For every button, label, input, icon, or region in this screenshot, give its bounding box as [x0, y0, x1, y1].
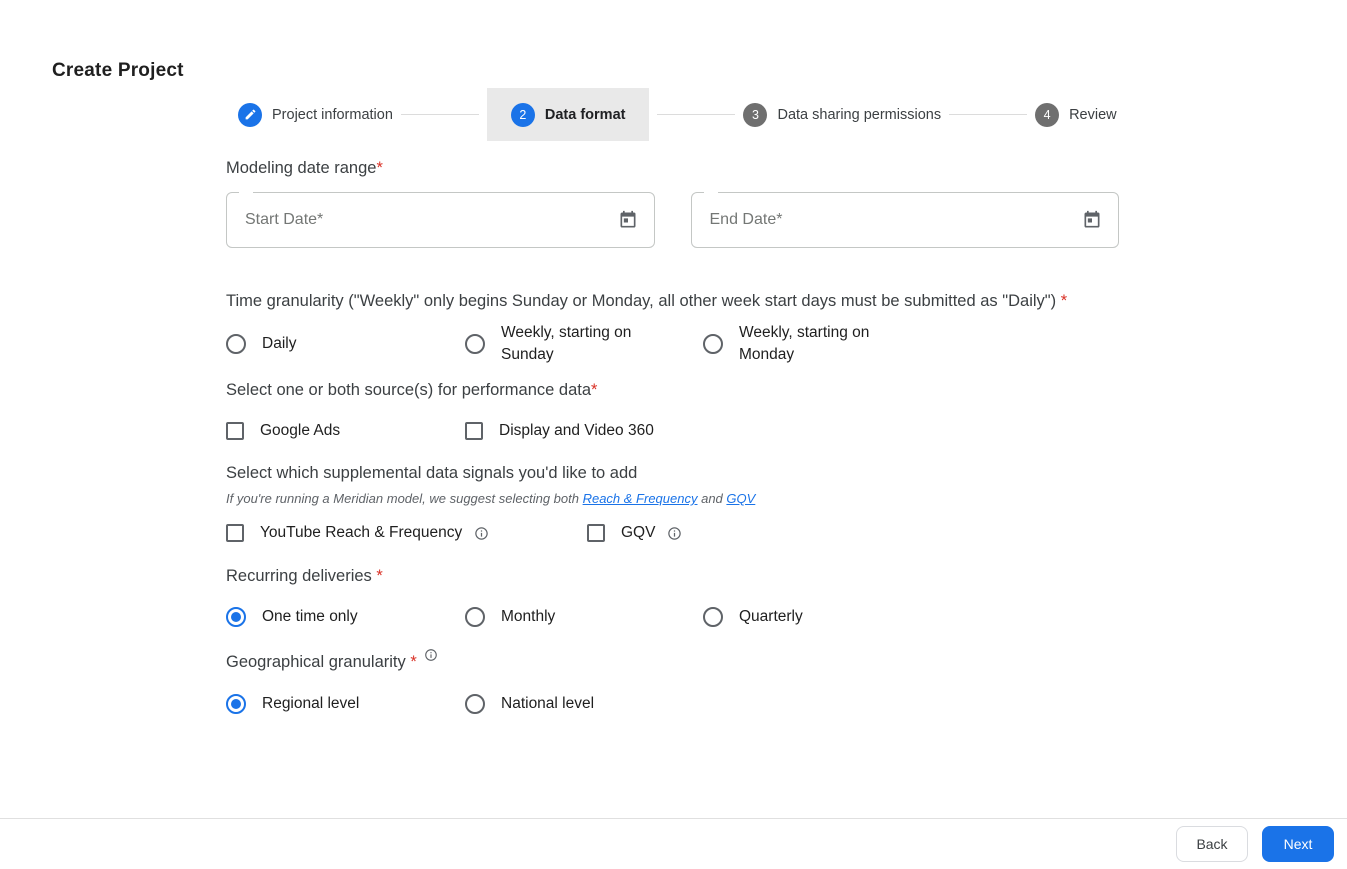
performance-sources-options: [226, 420, 1119, 442]
required-asterisk: *: [591, 381, 598, 399]
radio-selected-icon[interactable]: [226, 607, 246, 627]
step-label: Data sharing permissions: [777, 106, 942, 123]
radio-icon[interactable]: [226, 334, 246, 354]
radio-monthly[interactable]: [465, 606, 703, 628]
calendar-icon[interactable]: [616, 208, 640, 232]
info-icon[interactable]: [424, 648, 438, 662]
geographical-granularity-label: Geographical granularity *: [226, 649, 1119, 676]
stepper-step-project-information[interactable]: [238, 103, 393, 127]
required-asterisk: *: [371, 567, 383, 585]
checkbox-icon[interactable]: [226, 524, 244, 542]
radio-label: Weekly, starting on Monday: [739, 324, 870, 363]
data-format-form: [226, 155, 1119, 715]
checkbox-label: GQV: [621, 524, 656, 541]
reach-frequency-link[interactable]: Reach & Frequency: [582, 491, 698, 506]
edit-icon: [238, 103, 262, 127]
next-button[interactable]: Next: [1262, 826, 1334, 862]
supplemental-options: [226, 522, 1119, 544]
required-asterisk: *: [1056, 292, 1068, 310]
step-number-badge: 2: [511, 103, 535, 127]
performance-sources-label: Select one or both source(s) for performance data*: [226, 381, 598, 399]
step-label: Review: [1069, 106, 1117, 123]
checkbox-display-video-360[interactable]: [465, 420, 654, 442]
time-granularity-options: [226, 322, 1119, 366]
time-granularity-label: Time granularity ("Weekly" only begins Sunday or Monday, all other week start days must be submitted as "Daily") *: [226, 292, 1068, 310]
recurring-deliveries-label: Recurring deliveries *: [226, 567, 383, 585]
checkbox-label: Google Ads: [260, 422, 341, 439]
recurring-options: [226, 606, 1119, 628]
required-asterisk: *: [405, 653, 417, 671]
radio-label: Regional level: [262, 695, 360, 712]
calendar-icon[interactable]: [1080, 208, 1104, 232]
radio-weekly-sunday[interactable]: [465, 322, 703, 366]
back-button[interactable]: Back: [1176, 826, 1248, 862]
supplemental-note: If you're running a Meridian model, we suggest selecting both Reach & Frequency and GQV: [226, 491, 756, 506]
stepper-connector: [657, 114, 735, 115]
info-icon[interactable]: [667, 526, 682, 541]
outline-notch: [704, 192, 718, 193]
radio-icon[interactable]: [465, 334, 485, 354]
radio-label: One time only: [262, 608, 358, 625]
radio-icon[interactable]: [465, 607, 485, 627]
outline-notch: [239, 192, 253, 193]
radio-regional-level[interactable]: [226, 693, 465, 715]
radio-daily[interactable]: [226, 333, 465, 355]
checkbox-icon[interactable]: [587, 524, 605, 542]
checkbox-label: Display and Video 360: [499, 422, 654, 439]
gqv-link[interactable]: GQV: [726, 491, 756, 506]
modeling-date-range-label: Modeling date range*: [226, 159, 383, 177]
geo-options: [226, 693, 1119, 715]
step-number-badge: 4: [1035, 103, 1059, 127]
step-number-badge: 3: [743, 103, 767, 127]
stepper-step-review[interactable]: [1035, 103, 1117, 127]
radio-label: Quarterly: [739, 608, 803, 625]
radio-icon[interactable]: [703, 334, 723, 354]
step-label: Data format: [544, 106, 626, 123]
supplemental-signals-label: Select which supplemental data signals you'd like to add: [226, 464, 638, 482]
required-asterisk: *: [376, 159, 383, 177]
info-icon[interactable]: [474, 526, 489, 541]
radio-quarterly[interactable]: [703, 606, 803, 628]
radio-label: Monthly: [501, 608, 556, 625]
checkbox-label: YouTube Reach & Frequency: [260, 524, 463, 541]
end-date-input[interactable]: [708, 210, 1081, 230]
checkbox-youtube-reach-frequency[interactable]: [226, 522, 587, 544]
stepper-step-data-format[interactable]: [487, 88, 650, 141]
checkbox-icon[interactable]: [226, 422, 244, 440]
radio-weekly-monday[interactable]: [703, 322, 891, 366]
radio-icon[interactable]: [465, 694, 485, 714]
end-date-field[interactable]: [691, 192, 1120, 248]
radio-label: Weekly, starting on Sunday: [501, 324, 632, 363]
stepper: [238, 88, 1117, 141]
page-title: Create Project: [52, 59, 184, 81]
stepper-connector: [401, 114, 479, 115]
radio-one-time-only[interactable]: [226, 606, 465, 628]
step-label: Project information: [272, 106, 393, 123]
checkbox-google-ads[interactable]: [226, 420, 465, 442]
radio-label: National level: [501, 695, 595, 712]
start-date-input[interactable]: [243, 210, 616, 230]
radio-label: Daily: [262, 335, 297, 352]
checkbox-icon[interactable]: [465, 422, 483, 440]
stepper-connector: [949, 114, 1027, 115]
wizard-footer: [0, 818, 1347, 869]
date-range-row: [226, 192, 1119, 248]
radio-icon[interactable]: [703, 607, 723, 627]
radio-national-level[interactable]: [465, 693, 594, 715]
stepper-step-data-sharing-permissions[interactable]: [743, 103, 941, 127]
start-date-field[interactable]: [226, 192, 655, 248]
checkbox-gqv[interactable]: [587, 522, 682, 544]
radio-selected-icon[interactable]: [226, 694, 246, 714]
